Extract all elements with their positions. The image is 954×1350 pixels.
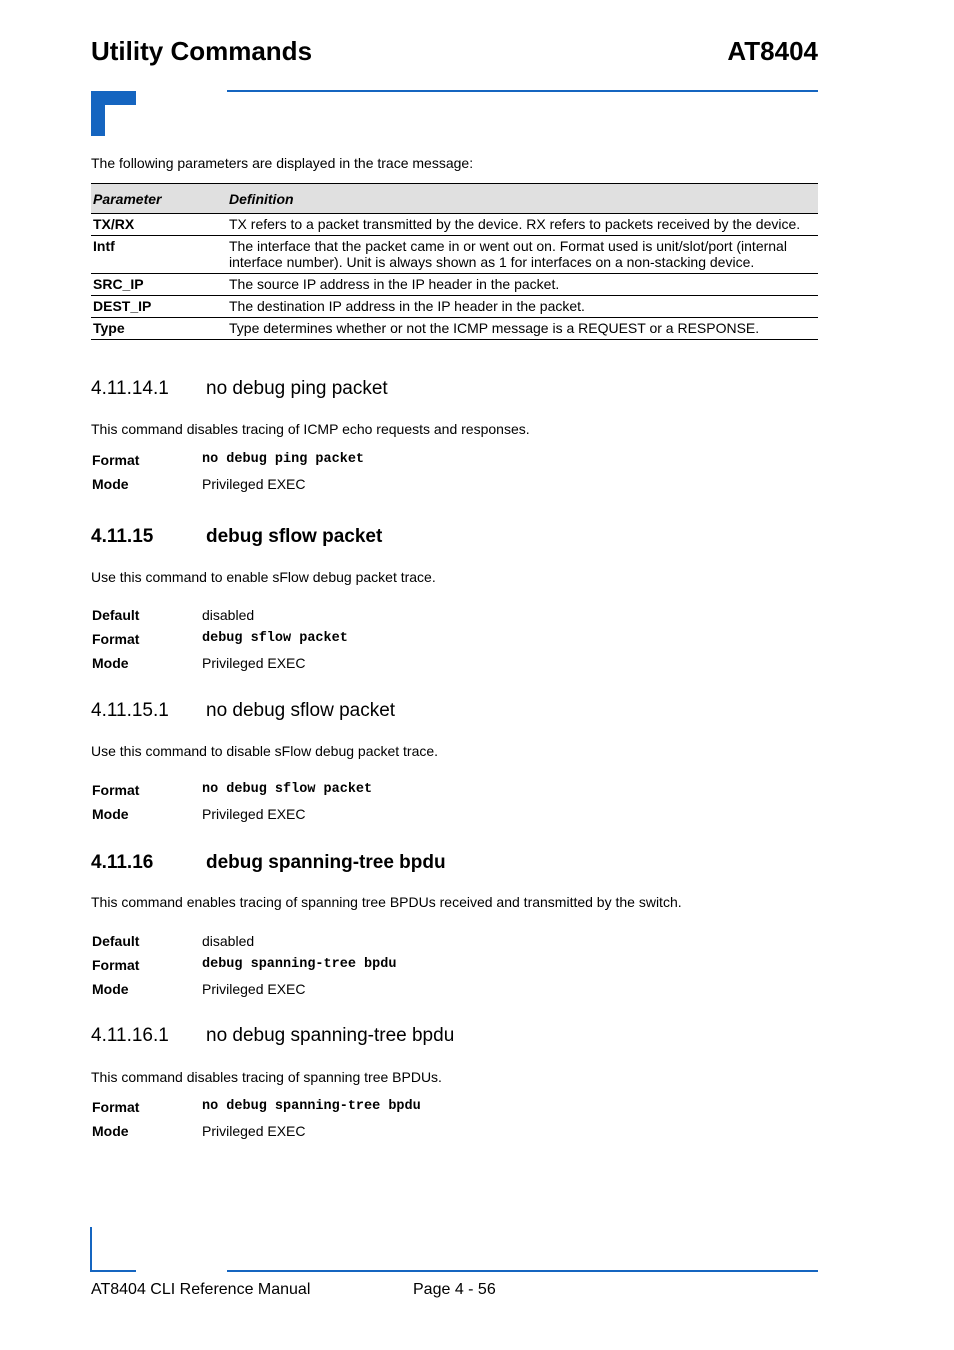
section-heading-no-debug-ping-packet	[91, 378, 388, 400]
section-number: 4.11.16	[91, 852, 154, 873]
table-row	[91, 236, 818, 274]
section-description: This command enables tracing of spanning tree BPDUs received and transmitted by the switch.	[91, 894, 682, 910]
param-name: Type	[91, 318, 227, 340]
format-label: Format	[92, 631, 140, 647]
section-number: 4.11.16.1	[91, 1025, 169, 1046]
mode-value: Privileged EXEC	[202, 476, 306, 492]
table-row	[91, 274, 818, 296]
corner-mark-horizontal	[91, 91, 136, 105]
page-header-product: AT8404	[727, 36, 818, 66]
format-label: Format	[92, 452, 140, 468]
footer-rule	[227, 1270, 818, 1272]
section-description: Use this command to enable sFlow debug packet trace.	[91, 569, 436, 585]
default-row	[92, 607, 254, 623]
section-title: debug spanning-tree bpdu	[206, 852, 446, 873]
table-header-row	[91, 184, 818, 214]
page-header-title: Utility Commands	[91, 36, 313, 66]
mode-label: Mode	[92, 806, 129, 822]
section-description: This command disables tracing of spanning tree BPDUs.	[91, 1069, 442, 1085]
param-name: Intf	[91, 236, 227, 274]
mode-label: Mode	[92, 476, 129, 492]
format-command: debug spanning-tree bpdu	[202, 957, 397, 972]
format-command: no debug ping packet	[202, 452, 365, 467]
footer-page-number: Page 4 - 56	[413, 1281, 496, 1298]
param-name: SRC_IP	[91, 274, 227, 296]
section-title: no debug spanning-tree bpdu	[206, 1025, 455, 1046]
table-row	[91, 318, 818, 340]
default-value: disabled	[202, 607, 255, 623]
column-header-parameter: Parameter	[91, 184, 227, 214]
section-title: no debug sflow packet	[206, 700, 396, 721]
header-rule	[227, 90, 818, 92]
param-definition: Type determines whether or not the ICMP message is a REQUEST or a RESPONSE.	[227, 318, 818, 340]
mode-row	[92, 806, 306, 822]
footer-corner-horizontal	[90, 1270, 136, 1272]
format-command: debug sflow packet	[202, 631, 348, 646]
footer-manual-title: AT8404 CLI Reference Manual	[91, 1281, 311, 1298]
format-row	[92, 1099, 421, 1115]
param-name: DEST_IP	[91, 296, 227, 318]
section-heading-no-debug-spanning-tree-bpdu	[91, 1025, 454, 1047]
param-name: TX/RX	[91, 214, 227, 236]
section-number: 4.11.15	[91, 526, 154, 547]
footer-corner-vertical	[90, 1227, 92, 1272]
section-heading-debug-sflow-packet	[91, 526, 382, 548]
mode-label: Mode	[92, 1123, 129, 1139]
table-row	[91, 296, 818, 318]
mode-value: Privileged EXEC	[202, 655, 306, 671]
param-definition: The source IP address in the IP header in the packet.	[227, 274, 818, 296]
section-description: Use this command to disable sFlow debug packet trace.	[91, 743, 439, 759]
section-title: debug sflow packet	[206, 526, 383, 547]
format-label: Format	[92, 782, 140, 798]
column-header-definition: Definition	[227, 184, 818, 214]
mode-row	[92, 655, 306, 671]
mode-value: Privileged EXEC	[202, 981, 306, 997]
mode-row	[92, 981, 306, 997]
format-command: no debug sflow packet	[202, 782, 373, 797]
default-row	[92, 933, 254, 949]
param-definition: TX refers to a packet transmitted by the device. RX refers to packets received by the device.	[227, 214, 818, 236]
section-description: This command disables tracing of ICMP echo requests and responses.	[91, 421, 530, 437]
mode-value: Privileged EXEC	[202, 1123, 306, 1139]
format-label: Format	[92, 1099, 140, 1115]
default-value: disabled	[202, 933, 255, 949]
section-heading-debug-spanning-tree-bpdu	[91, 852, 446, 874]
param-definition: The destination IP address in the IP header in the packet.	[227, 296, 818, 318]
format-row	[92, 782, 372, 798]
param-definition: The interface that the packet came in or went out on. Format used is unit/slot/port (internal interface number). Unit is always shown as 1 for interfaces on a non-stacking device.	[227, 236, 818, 274]
format-command: no debug spanning-tree bpdu	[202, 1099, 421, 1114]
mode-row	[92, 1123, 306, 1139]
section-heading-no-debug-sflow-packet	[91, 700, 395, 722]
format-label: Format	[92, 957, 140, 973]
format-row	[92, 957, 396, 973]
mode-value: Privileged EXEC	[202, 806, 306, 822]
default-label: Default	[92, 607, 140, 623]
section-number: 4.11.14.1	[91, 378, 169, 399]
section-number: 4.11.15.1	[91, 700, 169, 721]
mode-label: Mode	[92, 981, 129, 997]
format-row	[92, 452, 364, 468]
mode-label: Mode	[92, 655, 129, 671]
format-row	[92, 631, 348, 647]
mode-row	[92, 476, 306, 492]
default-label: Default	[92, 933, 140, 949]
section-title: no debug ping packet	[206, 378, 388, 399]
intro-text: The following parameters are displayed in the trace message:	[91, 155, 474, 171]
parameters-table	[91, 183, 818, 340]
table-row	[91, 214, 818, 236]
